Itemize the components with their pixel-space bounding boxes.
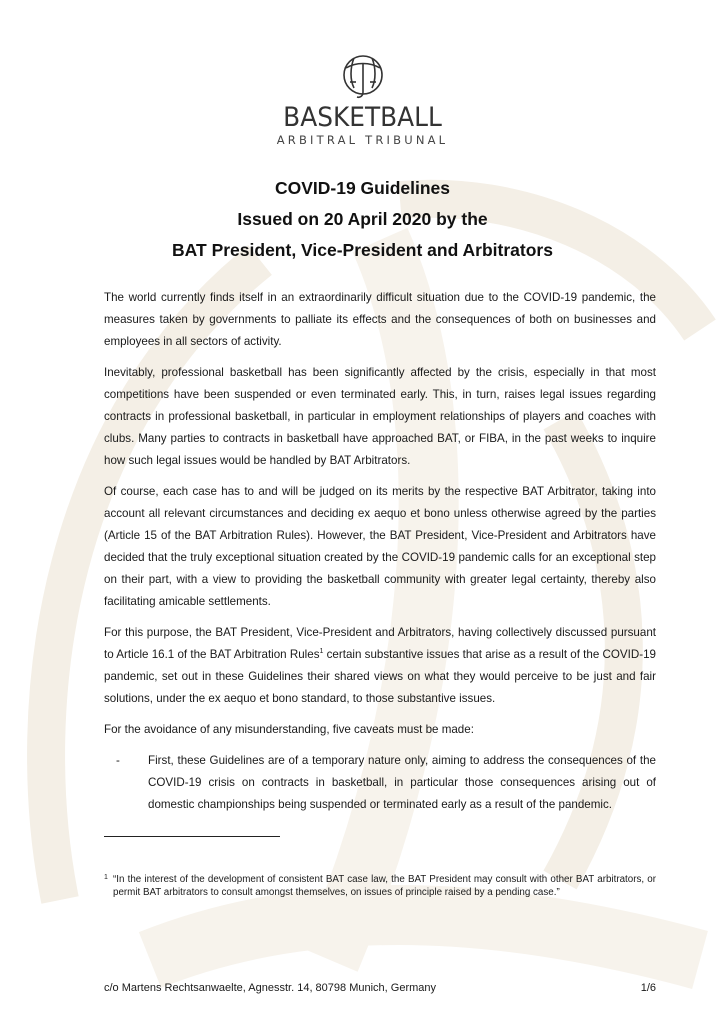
footnote-number: 1 [104,874,108,881]
paragraph-1: The world currently finds itself in an extraordinarily difficult situation due to the COVID-19 pandemic, the measures taken by governments to palliate its effects and the consequences of both on businesses and employees in all sectors of activity. [104,291,656,348]
logo [0,52,725,147]
title-line-3: BAT President, Vice-President and Arbitrators [172,240,553,260]
page-footer [104,982,656,994]
footnote-reference[interactable]: 1 [319,648,324,655]
caveat-item [104,750,656,816]
list-dash-marker: - [116,754,120,767]
caveat-text: First, these Guidelines are of a temporary nature only, aiming to address the consequences of the COVID-19 crisis on contracts in basketball, in particular those consequences arising out of domestic championships being suspended or terminated early as a result of the pandemic. [148,754,656,811]
caveats-intro: For the avoidance of any misunderstanding, five caveats must be made: [104,723,474,736]
footer-address: c/o Martens Rechtsanwaelte, Agnesstr. 14, 80798 Munich, Germany [104,982,437,994]
paragraph-3: Of course, each case has to and will be judged on its merits by the respective BAT Arbitrator, taking into account all relevant circumstances and deciding ex aequo et bono unless otherwise agreed by the parties (Article 15 of the BAT Arbitration Rules). However, the BAT President, Vice-President and Arbitrators have decided that the truly exceptional situation created by the COVID-19 pandemic calls for an exceptional step on their part, with a view to providing the basketball community with greater legal certainty, thereby also facilitating amicable settlements. [104,485,656,608]
footnote [104,873,656,899]
footnote-divider [104,836,280,837]
logo-name: BASKETBALL [283,102,442,133]
title-line-1: COVID-19 Guidelines [274,178,451,198]
paragraph-4 [104,622,656,710]
footnote-text: “In the interest of the development of consistent BAT case law, the BAT President may consult with other BAT arbitrators, or permit BAT arbitrators to consult amongst themselves, on issues of principle raised by a pending case.” [113,874,656,898]
logo-subtitle: ARBITRAL TRIBUNAL [276,133,449,147]
paragraph-4-text-a: For this purpose, the BAT President, Vice-President and Arbitrators, having collectively discussed pursuant to Article 16.1 of the BAT Arbitration Rules [104,626,656,661]
title-line-2: Issued on 20 April 2020 by the [237,209,488,229]
paragraph-2: Inevitably, professional basketball has been significantly affected by the crisis, especially in that most competitions have been suspended or even terminated early. This, in turn, raises legal issues regarding contracts in professional basketball, in particular in employment relationships of players and coaches with clubs. Many parties to contracts in basketball have approached BAT, or FIBA, in the past weeks to inquire how such legal issues would be handled by BAT Arbitrators. [104,366,656,467]
page-number: 1/6 [640,982,656,994]
basketball-scales-icon [340,52,386,100]
document-body [104,287,656,816]
document-title [0,173,725,266]
paragraph-4-text-b: certain substantive issues that arise as a result of the COVID-19 pandemic, set out in these Guidelines their shared views on what they would perceive to be just and fair solutions, under the ex aequo et bono standard, to those substantive issues. [104,648,656,705]
